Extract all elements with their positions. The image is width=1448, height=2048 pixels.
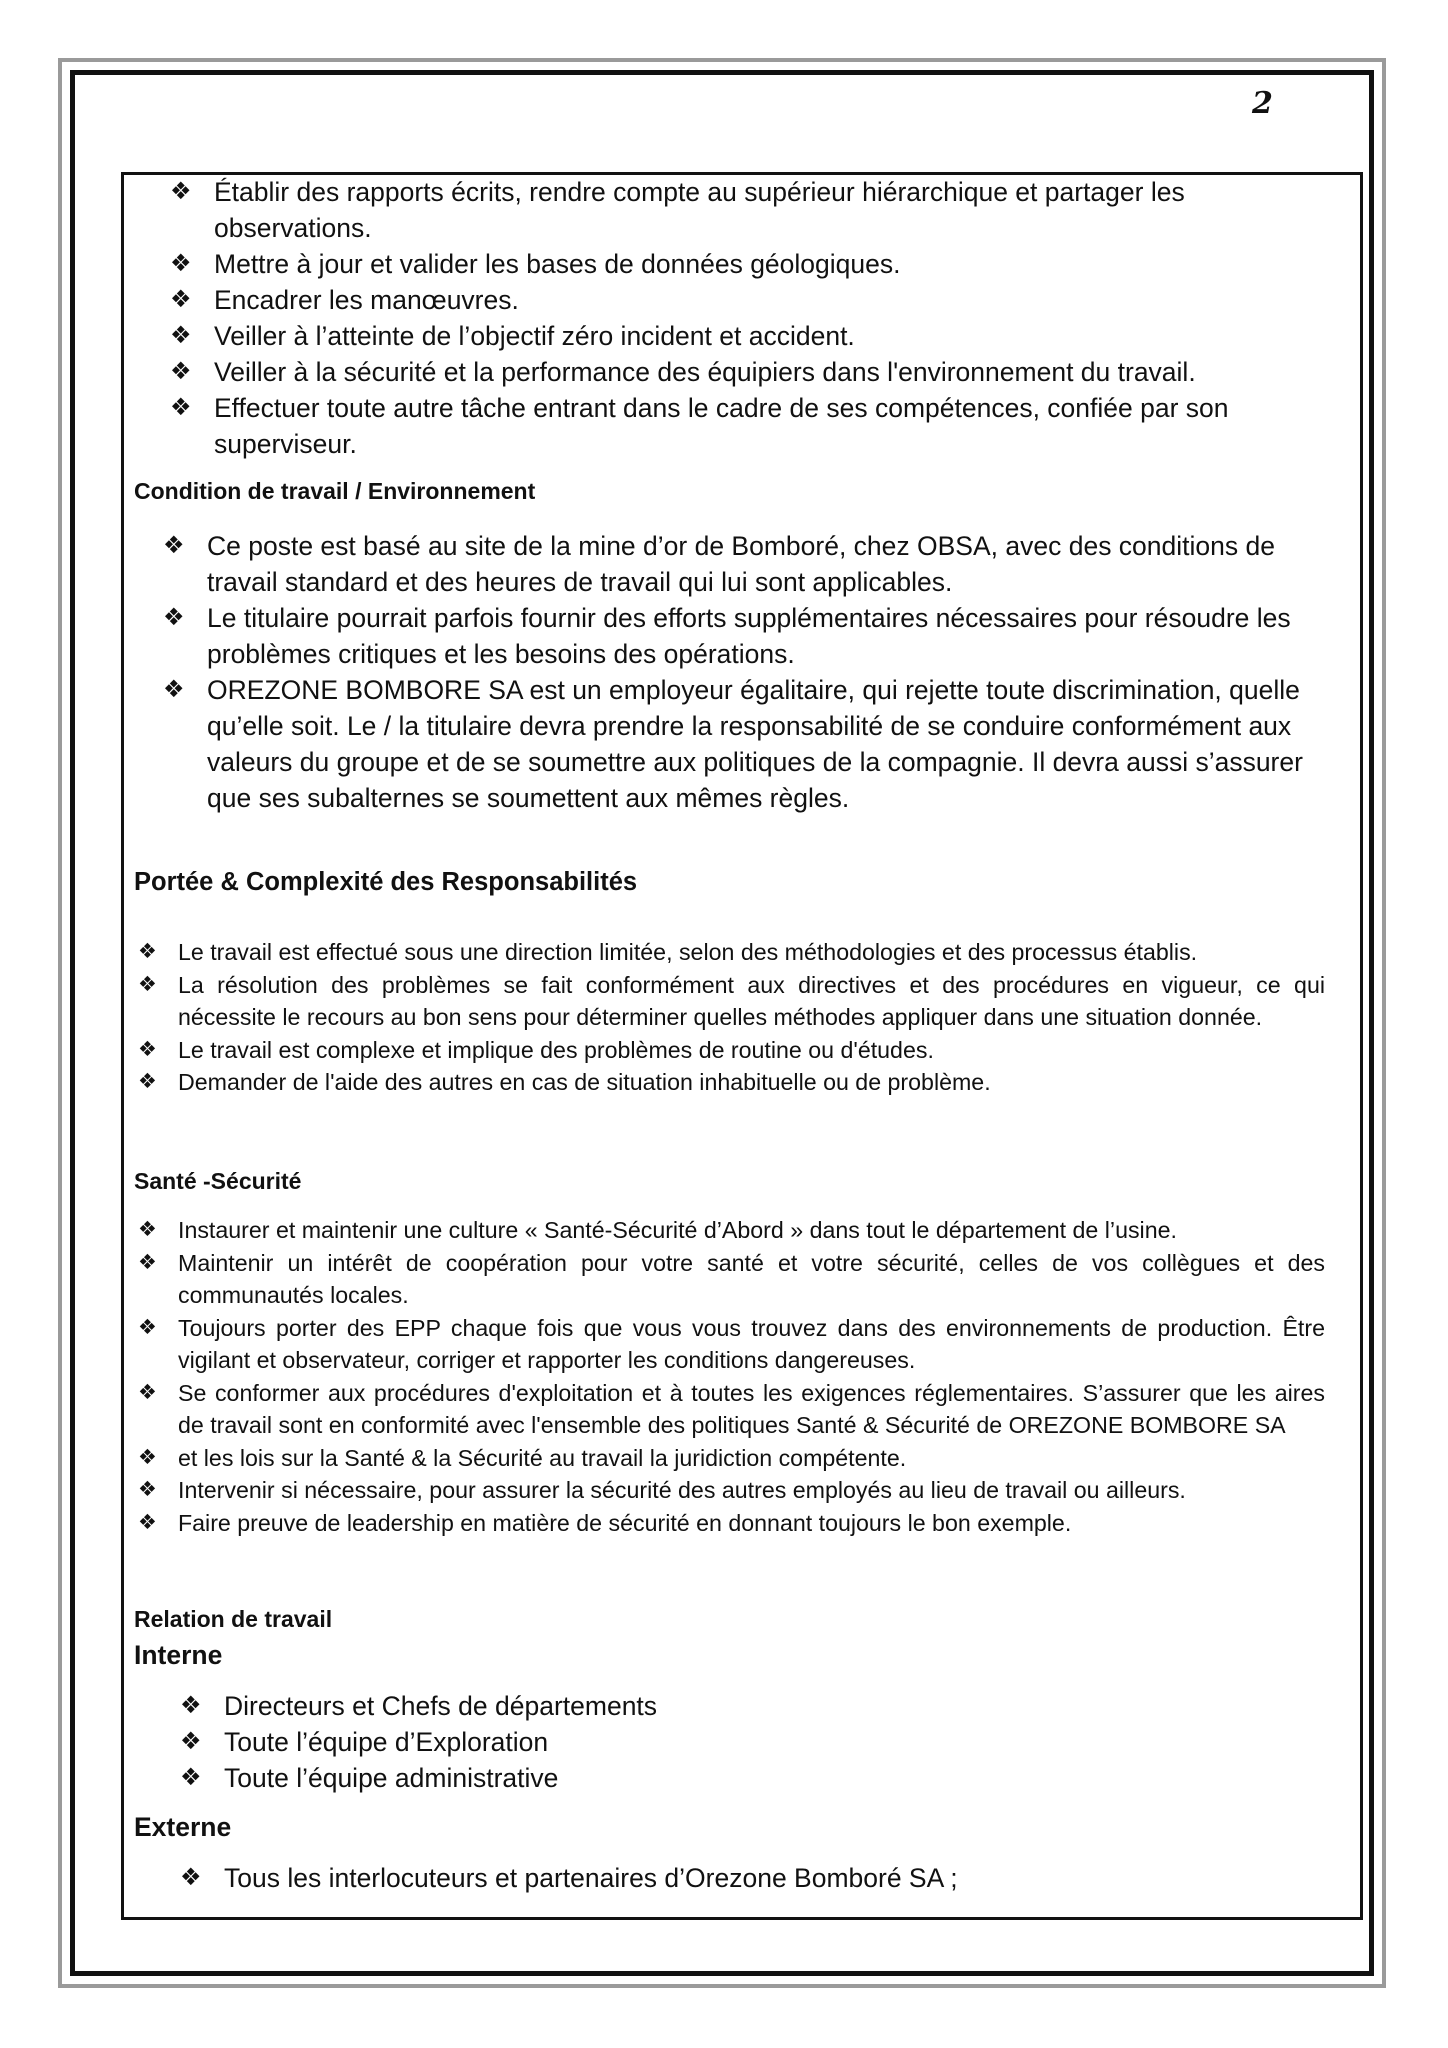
list-item: ❖ Le titulaire pourrait parfois fournir des efforts supplémentaires nécessaires pour résoudre les problèmes critiques et les besoins des opérations. [163, 600, 1353, 672]
list-item: ❖ Faire preuve de leadership en matière de sécurité en donnant toujours le bon exemple. [138, 1507, 1325, 1540]
list-item: ❖ Le travail est complexe et implique des problèmes de routine ou d'études. [138, 1034, 1325, 1067]
list-item: ❖ Mettre à jour et valider les bases de données géologiques. [170, 246, 1260, 282]
sante-heading: Santé -Sécurité [134, 1168, 302, 1194]
list-item: ❖ Ce poste est basé au site de la mine d’or de Bomboré, chez OBSA, avec des conditions de travail standard et des heures de travail qui lui sont applicables. [163, 528, 1353, 600]
diamond-bullet-icon: ❖ [180, 1692, 202, 1719]
diamond-bullet-icon: ❖ [163, 676, 185, 703]
diamond-bullet-icon: ❖ [138, 1250, 157, 1274]
list-item: ❖ Encadrer les manœuvres. [170, 282, 1260, 318]
diamond-bullet-icon: ❖ [138, 1478, 157, 1501]
externe-list [180, 1860, 1080, 1896]
list-item: ❖ Directeurs et Chefs de départements [180, 1688, 1080, 1724]
list-item: ❖ Le travail est effectué sous une direction limitée, selon des méthodologies et des processus établis. [138, 936, 1325, 969]
diamond-bullet-icon: ❖ [138, 1218, 157, 1241]
diamond-bullet-icon: ❖ [163, 532, 185, 559]
list-item: ❖ et les lois sur la Santé & la Sécurité au travail la juridiction compétente. [138, 1442, 1325, 1475]
page-number: 2 [1252, 86, 1273, 121]
diamond-bullet-icon: ❖ [138, 1445, 157, 1469]
list-item: ❖ Établir des rapports écrits, rendre compte au supérieur hiérarchique et partager les observations. [170, 174, 1260, 246]
list-item: ❖ Toujours porter des EPP chaque fois que vous vous trouvez dans des environnements de production. Être vigilant et observateur, corriger et rapporter les conditions dangereuses. [138, 1312, 1325, 1377]
diamond-bullet-icon: ❖ [180, 1864, 202, 1891]
portee-list [138, 936, 1325, 1099]
interne-heading: Interne [134, 1640, 223, 1670]
diamond-bullet-icon: ❖ [170, 286, 192, 313]
duties-list [170, 174, 1260, 462]
list-item: ❖ Instaurer et maintenir une culture « Santé-Sécurité d’Abord » dans tout le département de l’usine. [138, 1214, 1325, 1247]
diamond-bullet-icon: ❖ [138, 972, 157, 996]
list-item: ❖ Veiller à l’atteinte de l’objectif zéro incident et accident. [170, 318, 1260, 354]
list-item: ❖ Maintenir un intérêt de coopération pour votre santé et votre sécurité, celles de vos collègues et des communautés locales. [138, 1247, 1325, 1312]
diamond-bullet-icon: ❖ [170, 322, 192, 349]
diamond-bullet-icon: ❖ [170, 250, 192, 277]
list-item: ❖ Effectuer toute autre tâche entrant dans le cadre de ses compétences, confiée par son superviseur. [170, 390, 1260, 462]
sante-list [138, 1214, 1325, 1539]
diamond-bullet-icon: ❖ [163, 604, 185, 631]
relation-heading: Relation de travail [134, 1606, 333, 1632]
condition-heading: Condition de travail / Environnement [134, 478, 536, 504]
diamond-bullet-icon: ❖ [138, 1315, 157, 1339]
portee-heading: Portée & Complexité des Responsabilités [134, 868, 638, 896]
diamond-bullet-icon: ❖ [170, 358, 192, 385]
list-item: ❖ Intervenir si nécessaire, pour assurer la sécurité des autres employés au lieu de travail ou ailleurs. [138, 1474, 1325, 1507]
list-item: ❖ Veiller à la sécurité et la performance des équipiers dans l'environnement du travail. [170, 354, 1260, 390]
list-item: ❖ OREZONE BOMBORE SA est un employeur égalitaire, qui rejette toute discrimination, quelle qu’elle soit. Le / la titulaire devra prendre la responsabilité de se conduire conformément aux valeurs du groupe et de se soumettre aux politiques de la compagnie. Il devra aussi s’assurer que ses subalternes se soumettent aux mêmes règles. [163, 672, 1353, 816]
interne-list [180, 1688, 1080, 1796]
diamond-bullet-icon: ❖ [170, 178, 192, 205]
diamond-bullet-icon: ❖ [180, 1728, 202, 1755]
list-item: ❖ Toute l’équipe administrative [180, 1760, 1080, 1796]
list-item: ❖ Toute l’équipe d’Exploration [180, 1724, 1080, 1760]
diamond-bullet-icon: ❖ [138, 940, 157, 963]
list-item: ❖ Tous les interlocuteurs et partenaires d’Orezone Bomboré SA ; [180, 1860, 1080, 1896]
externe-heading: Externe [134, 1812, 232, 1842]
list-item: ❖ La résolution des problèmes se fait conformément aux directives et des procédures en vigueur, ce qui nécessite le recours au bon sens pour déterminer quelles méthodes appliquer dans une situation donnée. [138, 969, 1325, 1034]
diamond-bullet-icon: ❖ [138, 1380, 157, 1404]
diamond-bullet-icon: ❖ [180, 1764, 202, 1791]
diamond-bullet-icon: ❖ [138, 1037, 157, 1061]
diamond-bullet-icon: ❖ [138, 1510, 157, 1534]
condition-list [163, 528, 1353, 816]
diamond-bullet-icon: ❖ [170, 394, 192, 421]
diamond-bullet-icon: ❖ [138, 1070, 157, 1093]
list-item: ❖ Se conformer aux procédures d'exploitation et à toutes les exigences réglementaires. S’assurer que les aires de travail sont en conformité avec l'ensemble des politiques Santé & Sécurité de OREZONE BOMBORE SA [138, 1377, 1325, 1442]
list-item: ❖ Demander de l'aide des autres en cas de situation inhabituelle ou de problème. [138, 1066, 1325, 1099]
